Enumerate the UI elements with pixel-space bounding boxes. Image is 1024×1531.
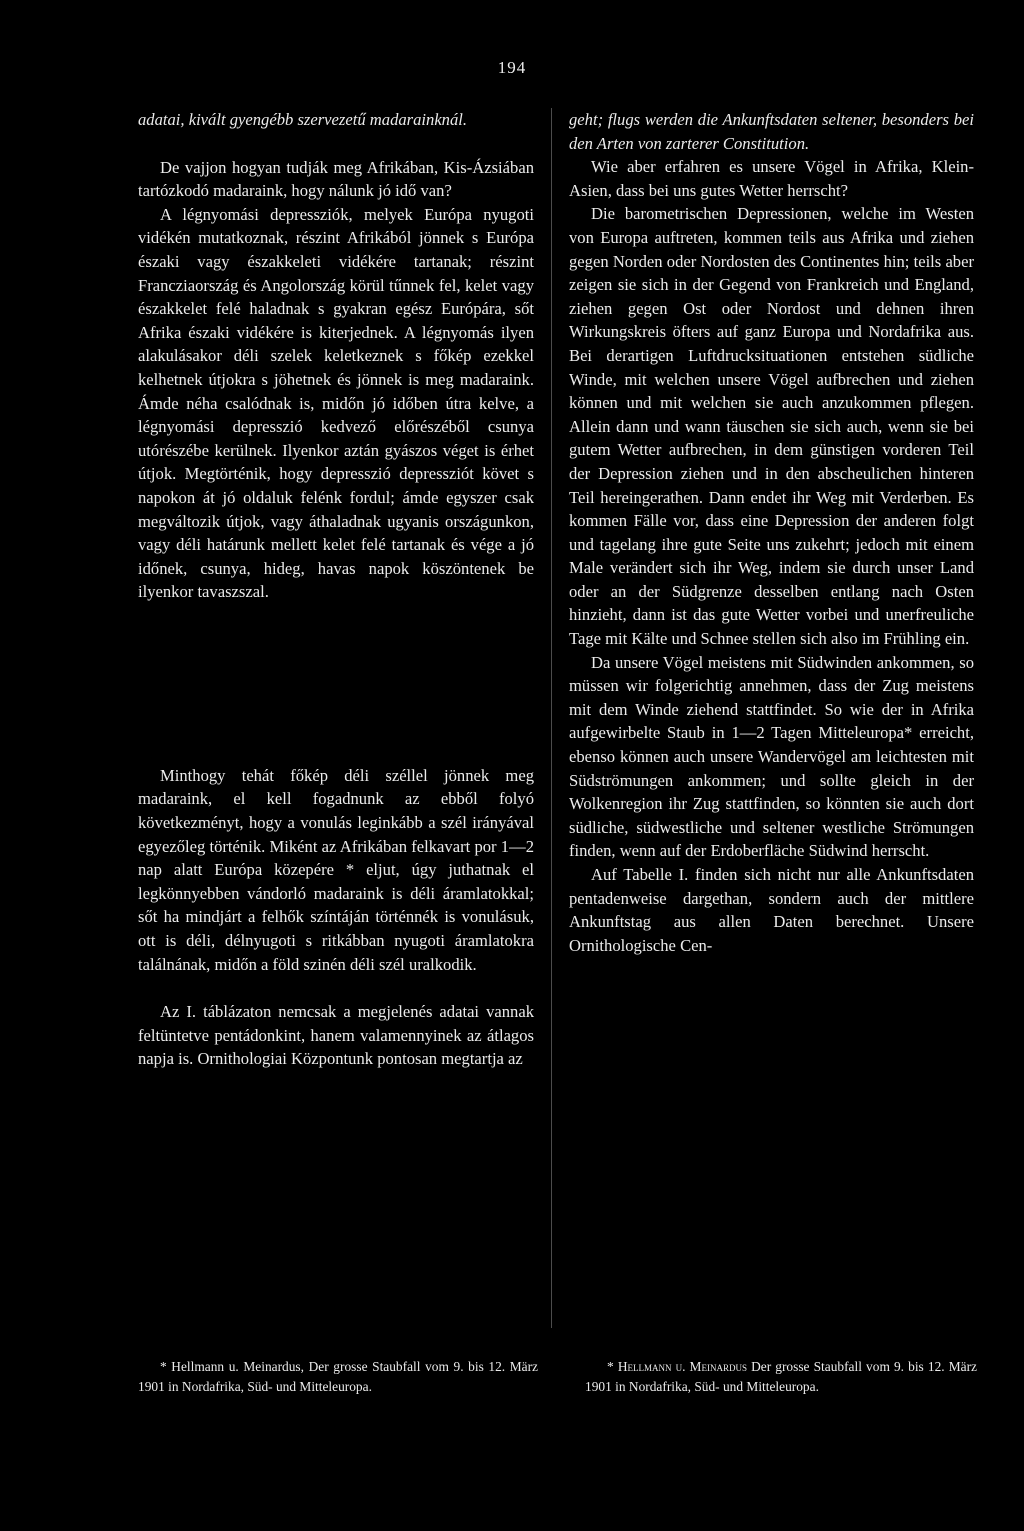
right-paragraph-5: Auf Tabelle I. finden sich nicht nur alle Ankunftsdaten pentadenweise dargethan, sondern auch der mittlere Ankunftstag aus allen Daten berechnet. Unsere Ornithologische Cen-: [569, 865, 974, 955]
footnote-left: [138, 1357, 538, 1396]
left-paragraph-4: Minthogy tehát főkép déli széllel jönnek meg madaraink, el kell fogadnunk az ebből folyó következményt, hogy a vonulás leginkább a szél irányával egyezőleg történik. Miként az Afrikában felkavart por 1—2 nap alatt Európa közepére * eljut, úgy juthatnak el legkönnyebben vándorló madaraink is déli áramlatokkal; sőt ha mindjárt a felhők színtáján történnék is vonulásuk, ott is déli, délnyugoti s ritkábban nyugoti áramlatokra találnának, midőn a föld szinén déli szél uralkodik.: [138, 765, 534, 974]
left-paragraph-1: adatai, kivált gyengébb szervezetű madarainknál.: [138, 110, 468, 129]
column-divider: [551, 108, 552, 1328]
right-paragraph-3: Die barometrischen Depressionen, welche im Westen von Europa auftreten, kommen teils aus Afrika und ziehen gegen Norden oder Nordosten des Continentes hin; teils aber zeigen sie sich in der Gegend von Frankreich und England, ziehen gegen Ost oder Nordost und dehnen ihren Wirkungskreis öfters auf ganz Europa und Nordafrika aus. Bei derartigen Luftdrucksituationen entstehen südliche Winde, mit welchen unsere Vögel aufbrechen und ziehen können und mit welchen sie auch anzukommen pflegen. Allein dann und wann täuschen sie sich auch, wenn sie bei gutem Wetter aufbrechen, in dem günstigen vorderen Teil der Depression ziehen und in den abscheulichen hinteren Teil hereingerathen. Dann endet ihr Weg mit Verderben. Es kommen Fälle vor, dass eine Depression der anderen folgt und tagelang ihre gute Seite uns zukehrt; jedoch mit einem Male verändert sich ihr Weg, indem sie durch unser Land oder an der Südgrenze desselben entlang nach Osten hinzieht, dann ist das gute Wetter vorbei und unerfreuliche Tage mit Kälte und Schnee stellen sich also im Frühling ein.: [569, 204, 974, 649]
right-column-german: [569, 108, 974, 957]
page-number: 194: [497, 58, 527, 77]
right-paragraph-2: Wie aber erfahren es unsere Vögel in Afrika, Klein-Asien, dass bei uns gutes Wetter herrscht?: [569, 157, 974, 200]
footnote-left-text: * Hellmann u. Meinardus, Der grosse Staubfall vom 9. bis 12. März 1901 in Nordafrika, Süd- und Mitteleuropa.: [138, 1359, 538, 1394]
right-paragraph-1: geht; flugs werden die Ankunftsdaten seltener, besonders bei den Arten von zarterer Constitution.: [569, 110, 974, 153]
footnote-right: [585, 1357, 977, 1396]
footnote-right-rest: Der grosse Staubfall vom 9. bis 12. März 1901 in Nordafrika, Süd- und Mitteleuropa.: [585, 1359, 977, 1394]
left-paragraph-3: A légnyomási depressziók, melyek Európa nyugoti vidékén mutatkoznak, részint Afrikából jönnek s Európa északi vagy északkeleti vidékére tartanak; részint Francziaország és Angolország körül tűnnek fel, kelet vagy északkelet felé haladnak s gyakran egész Európára, sőt Afrika északi vidékére is kiterjednek. A légnyomás ilyen alakulásakor déli szelek keletkeznek s főkép ezekkel kelhetnek útjokra s jöhetnek és jönnek is meg madaraink. Ámde néha csalódnak is, midőn jó időben útra kelve, a légnyomási depresszió kedvező előrészéből csunya utórészébe kerülnek. Ilyenkor aztán gyászos véget is érhet útjok. Megtörténik, hogy depresszió depressziót követ s napokon át jó oldaluk felénk fordul; ámde egyszer csak megváltozik útjok, vagy áthaladnak ugyanis országunkon, vagy déli határunk mellett kelet felé tartanak és vége a jó időnek, csunya, hideg, havas napok köszöntenek be ilyenkor tavaszszal.: [138, 204, 534, 602]
footnote-right-authors: Hellmann u. Meinardus: [617, 1359, 747, 1374]
right-paragraph-4: Da unsere Vögel meistens mit Südwinden ankommen, so müssen wir folgerichtig annehmen, dass der Zug meistens mit dem Winde ziehend stattfindet. So wie der in Afrika aufgewirbelte Staub in 1—2 Tagen Mittelеuropa* erreicht, ebenso können auch unsere Wandervögel am leichtesten mit Südströmungen ankommen; und sollte gleich in der Wolkenregion ihr Zug stattfinden, so könnten sie auch dort südliche, südwestliche und seltener westliche Strömungen finden, wenn auf der Erdoberfläche Südwind herrscht.: [569, 652, 974, 861]
left-paragraph-5: Az I. táblázaton nemcsak a megjelenés adatai vannak feltüntetve pentádonkint, hanem valamennyinek az átlagos napja is. Ornithologiai Központunk pontosan megtartja az: [138, 1002, 534, 1069]
left-column-hungarian: [138, 108, 534, 1071]
footnote-right-text: [585, 1357, 977, 1396]
footnote-right-marker: *: [607, 1359, 618, 1374]
left-paragraph-2: De vajjon hogyan tudják meg Afrikában, Kis-Ázsiában tartózkodó madaraink, hogy nálunk jó idő van?: [138, 157, 534, 201]
